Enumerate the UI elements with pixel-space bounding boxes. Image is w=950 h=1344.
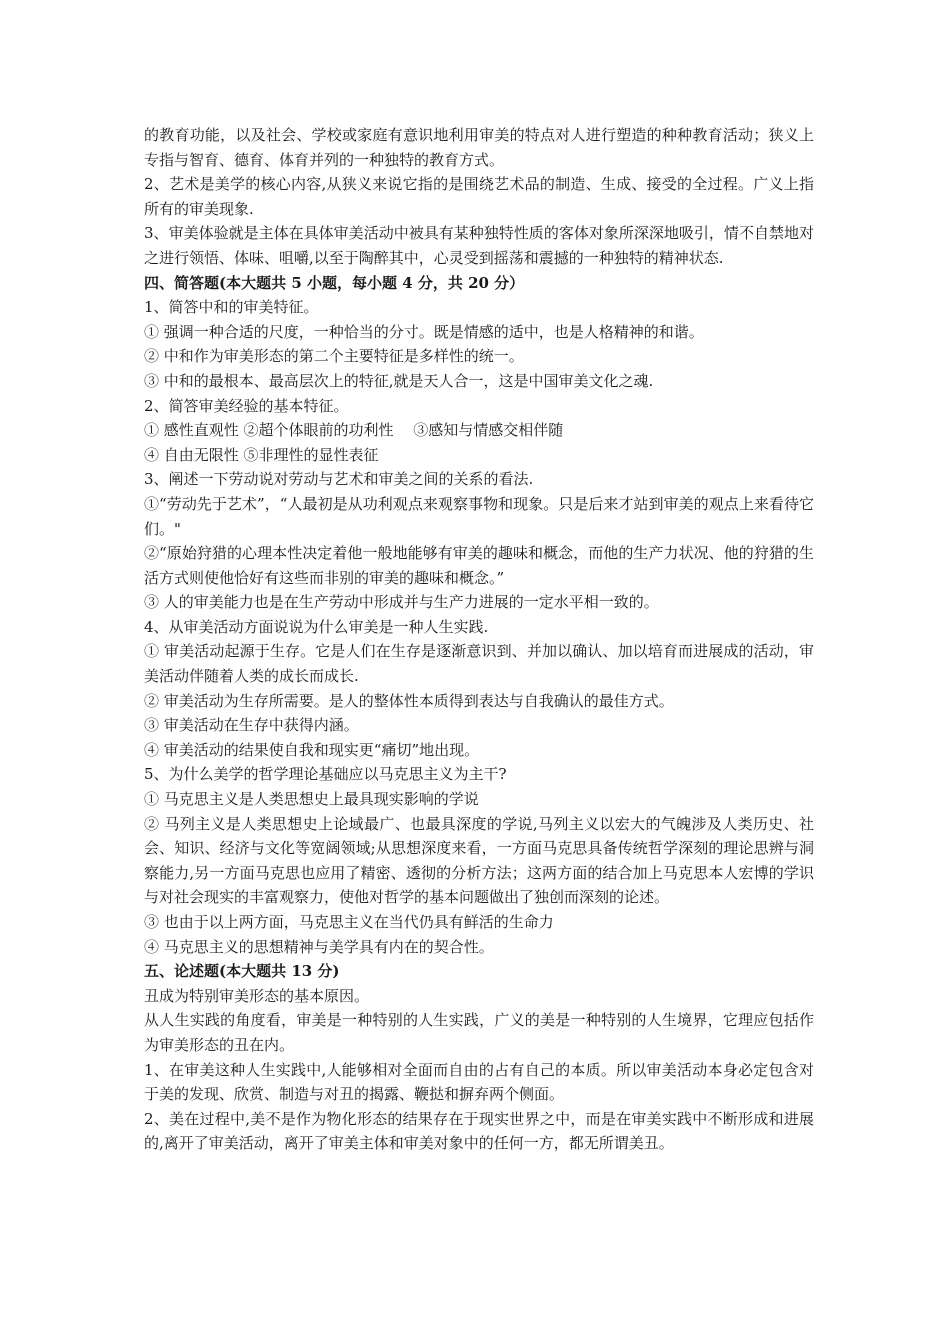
section-heading: 五、论述题(本大题共 13 分) [144,962,340,981]
body-paragraph: ④ 自由无限性 ⑤非理性的显性表征 [144,445,379,464]
body-paragraph: 3、审美体验就是主体在具体审美活动中被具有某种独特性质的客体对象所深深地吸引，情不自禁地对之进行领悟、体味、咀嚼,以至于陶醉其中，心灵受到摇荡和震撼的一种独特的精神状态. [144,224,814,267]
body-paragraph: ② 审美活动为生存所需要。是人的整体性本质得到表达与自我确认的最佳方式。 [144,691,674,710]
body-paragraph: ① 马克思主义是人类思想史上最具现实影响的学说 [144,790,479,809]
body-paragraph: 5、为什么美学的哲学理论基础应以马克思主义为主干? [144,765,507,784]
body-paragraph: ③ 中和的最根本、最高层次上的特征,就是天人合一，这是中国审美文化之魂. [144,371,654,390]
body-paragraph: 2、简答审美经验的基本特征。 [144,396,349,415]
body-paragraph: 3、阐述一下劳动说对劳动与艺术和审美之间的关系的看法. [144,470,534,489]
body-paragraph: ②“原始狩猎的心理本性决定着他一般地能够有审美的趣味和概念，而他的生产力状况、他的狩猎的生活方式则使他恰好有这些而非别的审美的趣味和概念。” [144,544,814,587]
body-paragraph: ① 审美活动起源于生存。它是人们在生存是逐渐意识到、并加以确认、加以培育而进展成的活动，审美活动伴随着人类的成长而成长. [144,642,814,686]
body-paragraph: ③ 也由于以上两方面，马克思主义在当代仍具有鲜活的生命力 [144,913,554,931]
body-paragraph: ② 马列主义是人类思想史上论域最广、也最具深度的学说,马列主义以宏大的气魄涉及人类历史、社会、知识、经济与文化等宽阔领域;从思想深度来看，一方面马克思具备传统哲学深刻的理论思辨与洞察能力,另一方面马克思也应用了精密、透彻的分析方法；这两方面的结合加上马克思本人宏博的学识与对社会现实的丰富观察力，使他对哲学的基本问题做出了独创而深刻的论述。 [144,814,814,907]
body-paragraph: 1、在审美这种人生实践中,人能够相对全面而自由的占有自己的本质。所以审美活动本身必定包含对于美的发现、欣赏、制造与对丑的揭露、鞭挞和摒弃两个侧面。 [144,1060,814,1104]
body-paragraph: ① 强调一种合适的尺度，一种恰当的分寸。既是情感的适中，也是人格精神的和谐。 [144,322,704,341]
body-paragraph: ② 中和作为审美形态的第二个主要特征是多样性的统一。 [144,347,524,366]
body-paragraph: ④ 审美活动的结果使自我和现实更“痛切”地出现。 [144,740,480,759]
body-paragraph: ①“劳动先于艺术”，“人最初是从功利观点来观察事物和现象。只是后来才站到审美的观点上来看待它们。" [144,494,814,538]
body-paragraph: ① 感性直观性 ②超个体眼前的功利性 ③感知与情感交相伴随 [144,421,564,440]
body-paragraph: 2、艺术是美学的核心内容,从狭义来说它指的是围绕艺术品的制造、生成、接受的全过程。广义上指所有的审美现象. [144,175,814,218]
body-paragraph: ③ 人的审美能力也是在生产劳动中形成并与生产力进展的一定水平相一致的。 [144,593,659,612]
body-paragraph: 4、从审美活动方面说说为什么审美是一种人生实践. [144,617,489,636]
body-paragraph: 1、简答中和的审美特征。 [144,298,319,317]
body-paragraph: 丑成为特别审美形态的基本原因。 [144,986,370,1005]
body-paragraph: 2、美在过程中,美不是作为物化形态的结果存在于现实世界之中，而是在审美实践中不断形成和进展的,离开了审美活动，离开了审美主体和审美对象中的任何一方，都无所谓美丑。 [144,1109,814,1153]
body-paragraph: 从人生实践的角度看，审美是一种特别的人生实践，广义的美是一种特别的人生境界，它理应包括作为审美形态的丑在内。 [144,1011,814,1054]
body-paragraph: 的教育功能，以及社会、学校或家庭有意识地利用审美的特点对人进行塑造的种种教育活动；狭义上专指与智育、德育、体育并列的一种独特的教育方式。 [144,126,814,169]
body-paragraph: ④ 马克思主义的思想精神与美学具有内在的契合性。 [144,937,494,956]
body-paragraph: ③ 审美活动在生存中获得内涵。 [144,716,359,735]
document-page [144,123,814,1156]
section-heading: 四、简答题(本大题共 5 小题，每小题 4 分，共 20 分） [144,273,525,292]
